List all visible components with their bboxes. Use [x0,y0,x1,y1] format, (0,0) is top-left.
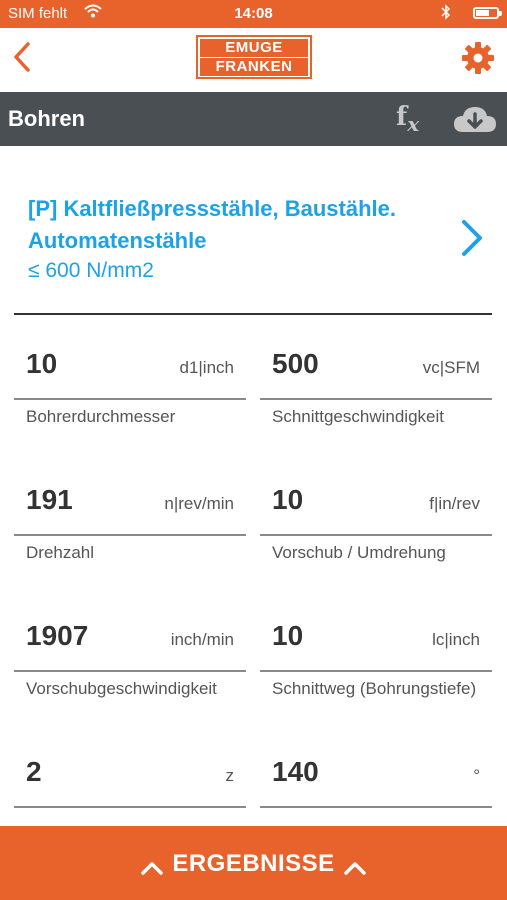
field-label: Schnittweg (Bohrungstiefe) [272,679,477,698]
results-button[interactable] [0,826,507,900]
field-drehzahl[interactable] [14,476,246,562]
field-underline [14,534,246,536]
chevron-up-icon [343,855,367,871]
material-strength: ≤ 600 N/mm2 [28,259,154,282]
field-label: Vorschubgeschwindigkeit [26,679,217,698]
field-label: Bohrerdurchmesser [26,407,176,426]
emuge-franken-logo [196,35,312,79]
title-bar [0,92,507,146]
field-vorschubgeschwindigkeit[interactable] [14,612,246,698]
field-underline [260,398,492,400]
clock-text: 14:08 [234,5,273,22]
field-schneiden[interactable] [14,748,246,834]
logo-line-2: FRANKEN [200,58,308,76]
field-label: Drehzahl [26,543,95,562]
field-underline [260,670,492,672]
back-arrow-icon[interactable] [10,40,34,74]
field-value[interactable]: 140 [272,756,319,787]
carrier-text: SIM fehlt [8,5,68,22]
field-schnittgeschwindigkeit[interactable] [260,340,492,426]
material-name: [P] Kaltfließpressstähle, Baustähle. Automatenstähle [28,196,396,253]
field-value[interactable]: 1907 [26,620,89,651]
field-value[interactable]: 10 [26,348,58,379]
field-underline [260,806,492,808]
page-title: Bohren [8,106,85,131]
divider [14,313,492,315]
nav-bar [0,28,507,88]
field-spitzenwinkel[interactable] [260,748,492,834]
field-value[interactable]: 500 [272,348,319,379]
status-bar [0,0,507,28]
field-unit: z [225,766,234,785]
cloud-download-icon[interactable] [452,104,498,136]
field-unit: d1|inch [179,358,234,377]
field-unit: lc|inch [432,630,480,649]
field-unit: ° [473,766,480,785]
field-label: Schnittgeschwindigkeit [272,407,444,426]
formula-f: f [396,102,408,132]
field-unit: f|in/rev [429,494,480,513]
field-vorschub-umdrehung[interactable] [260,476,492,562]
field-underline [14,806,246,808]
logo-line-1: EMUGE [200,39,308,57]
field-label: Vorschub / Umdrehung [272,543,446,562]
field-value[interactable]: 10 [272,620,304,651]
field-value[interactable]: 2 [26,756,42,787]
battery-icon [473,7,499,19]
field-value[interactable]: 10 [272,484,304,515]
gear-icon[interactable] [461,41,495,75]
field-bohrerdurchmesser[interactable] [14,340,246,426]
bluetooth-icon [441,4,451,23]
results-label: ERGEBNISSE [172,850,335,877]
formula-x: x [407,112,420,136]
chevron-right-icon[interactable] [456,218,486,258]
field-unit: n|rev/min [164,494,234,513]
field-unit: vc|SFM [422,358,480,377]
field-unit: inch/min [170,630,234,649]
field-schnittweg[interactable] [260,612,492,698]
field-value[interactable]: 191 [26,484,73,515]
chevron-up-icon [140,855,164,871]
field-underline [260,534,492,536]
field-underline [14,670,246,672]
formula-icon[interactable] [396,102,419,136]
field-underline [14,398,246,400]
material-selector[interactable] [28,193,438,283]
